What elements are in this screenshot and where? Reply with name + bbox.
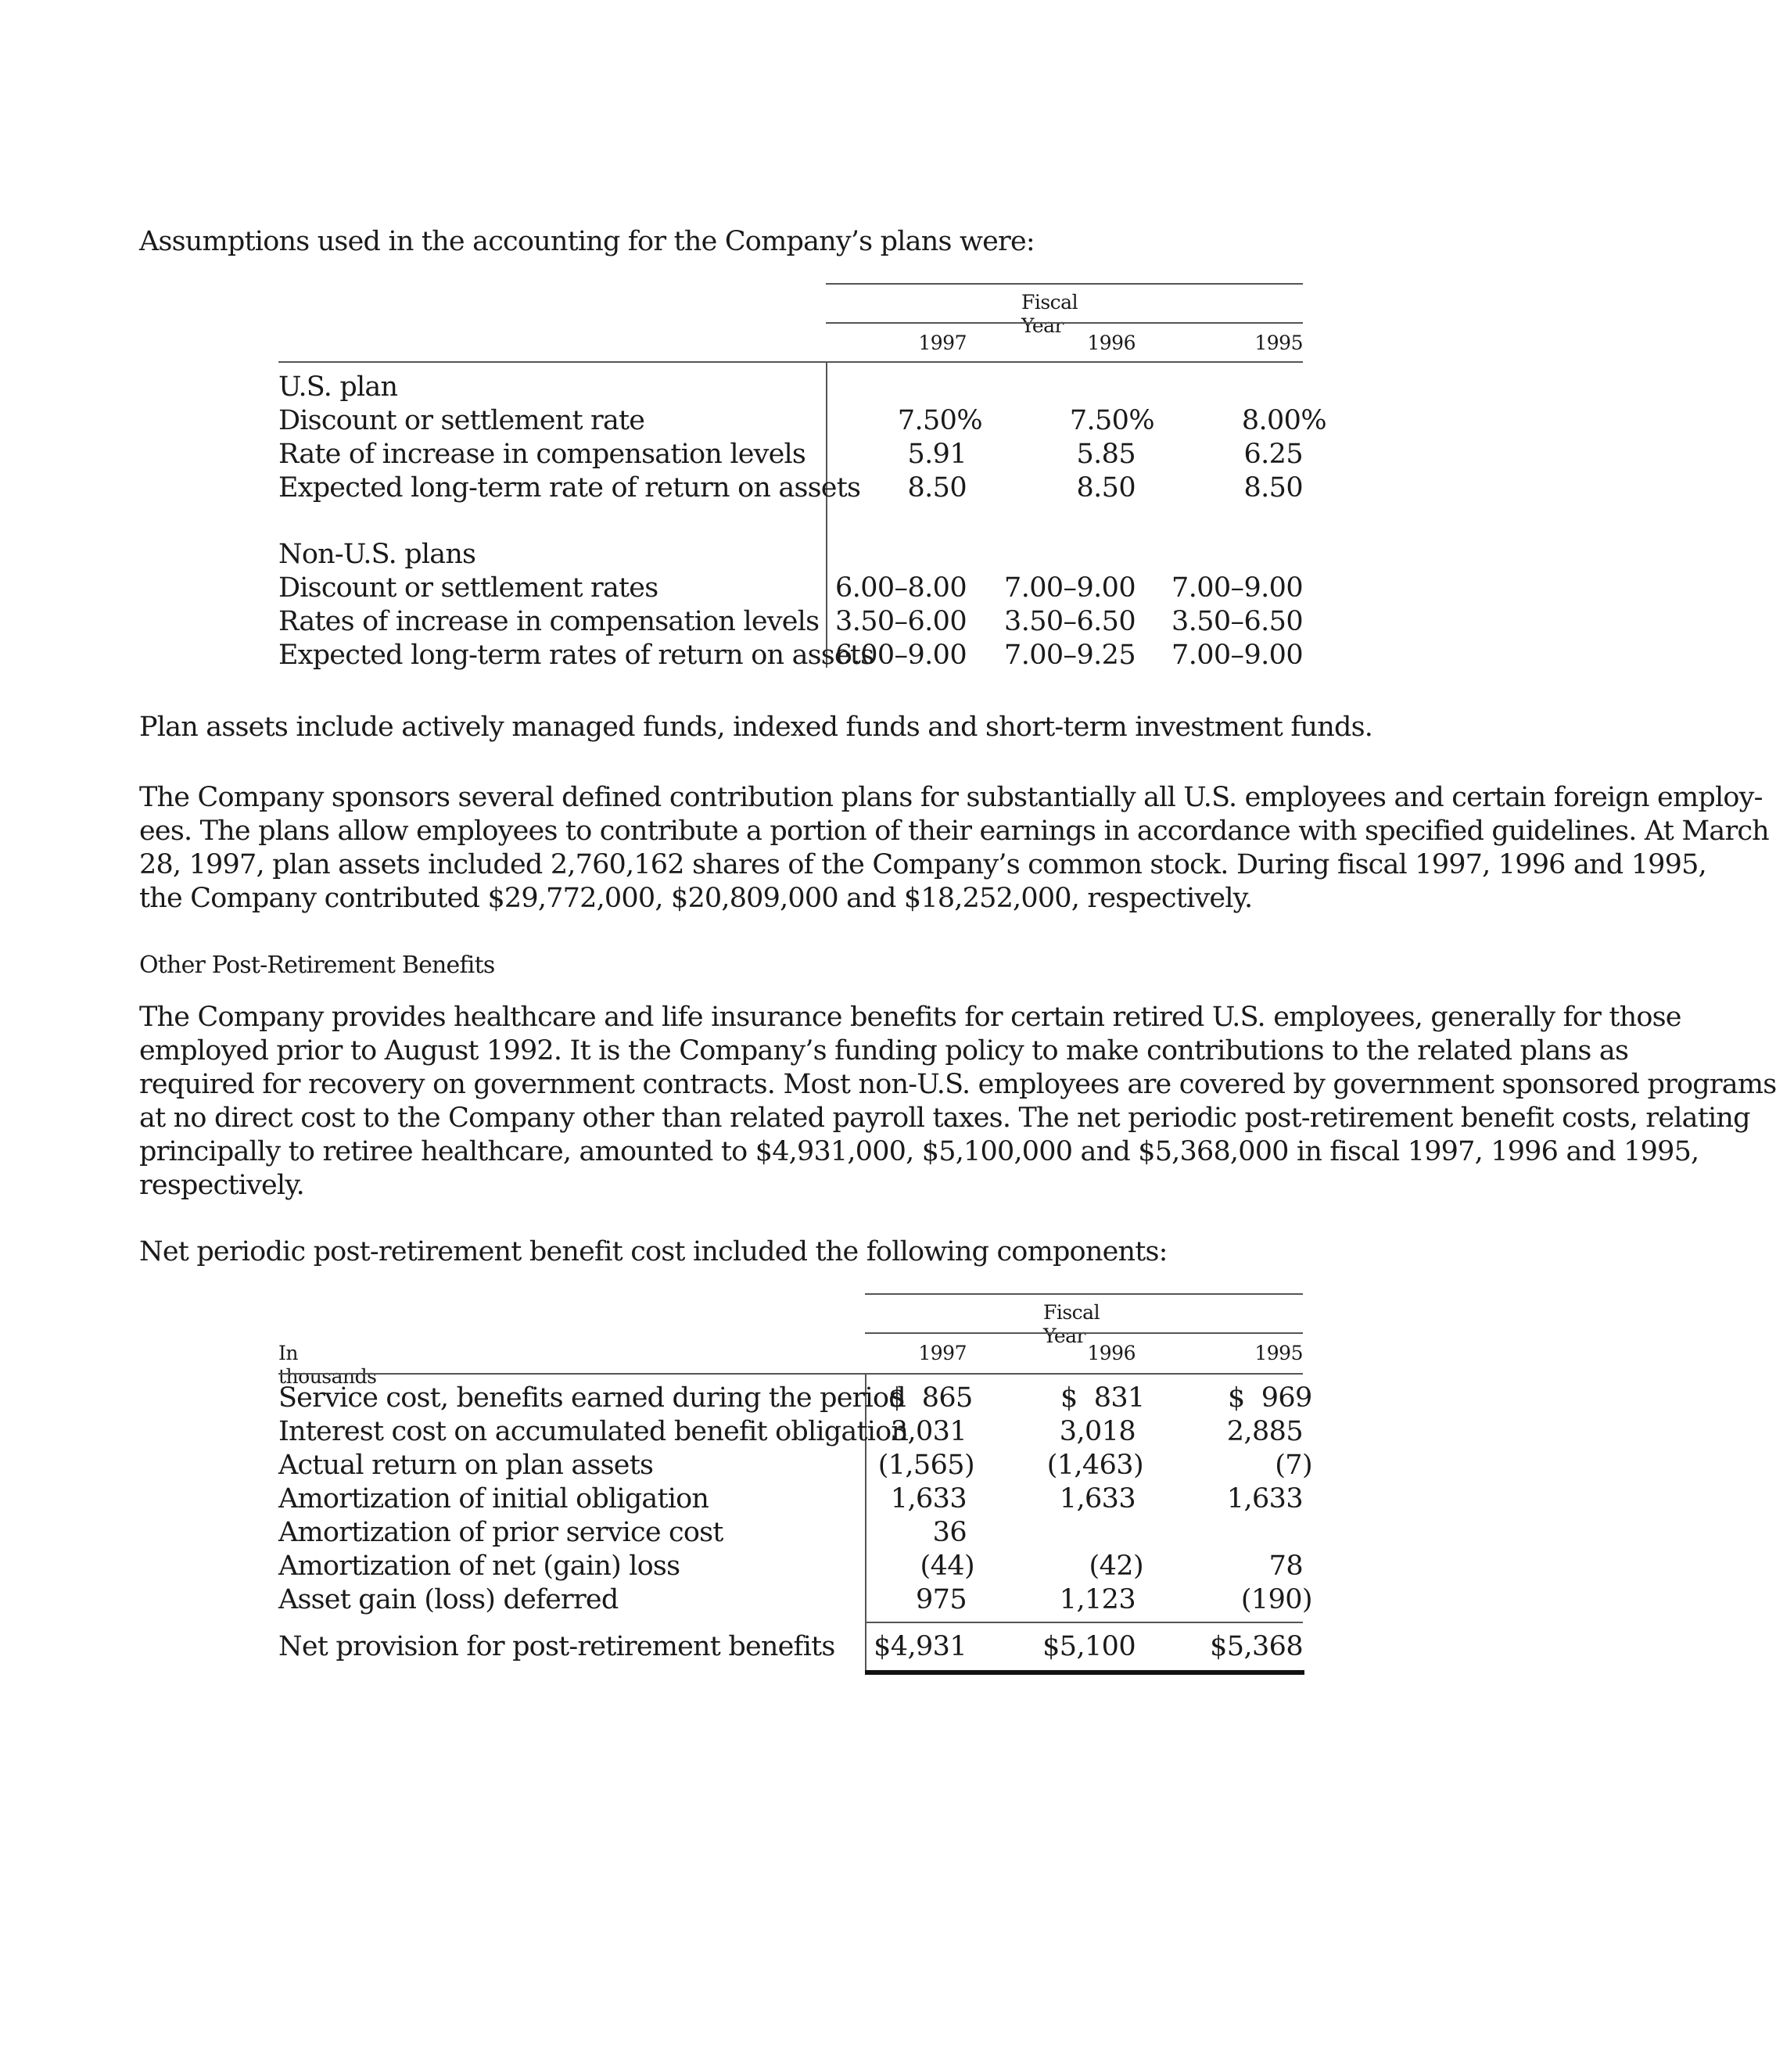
table-cell: 1,633	[1226, 1483, 1303, 1515]
row-label: Service cost, benefits earned during the period	[278, 1382, 906, 1414]
paragraph-line: required for recovery on government contracts. Most non-U.S. employees are covered by government sponsored programs	[139, 1069, 1776, 1100]
row-label: Actual return on plan assets	[278, 1450, 654, 1481]
fiscal-year-header: Fiscal Year	[1021, 291, 1078, 337]
table-cell: $ 831	[1060, 1382, 1145, 1414]
paragraph-line: the Company contributed $29,772,000, $20,809,000 and $18,252,000, respectively.	[139, 883, 1253, 914]
row-label: Expected long-term rate of return on assets	[278, 472, 861, 504]
total-row-label: Net provision for post-retirement benefits	[278, 1631, 835, 1662]
row-label: Rates of increase in compensation levels	[278, 606, 820, 637]
table-cell: (1,463)	[1046, 1450, 1143, 1481]
table-cell: 6.00–8.00	[835, 572, 967, 604]
table-rule	[826, 322, 1303, 324]
paragraph-line: 28, 1997, plan assets included 2,760,162 shares of the Company’s common stock. During fiscal 1997, 1996 and 1995,	[139, 849, 1706, 880]
table-cell: 7.50%	[1069, 405, 1154, 436]
paragraph-line: principally to retiree healthcare, amounted to $4,931,000, $5,100,000 and $5,368,000 in fiscal 1997, 1996 and 1995,	[139, 1136, 1699, 1167]
row-label: Amortization of net (gain) loss	[278, 1550, 680, 1582]
table-cell: (1,565)	[877, 1450, 974, 1481]
assumptions-intro: Assumptions used in the accounting for the Company’s plans were:	[139, 226, 1035, 257]
table-cell: 78	[1268, 1550, 1303, 1582]
row-label: Asset gain (loss) deferred	[278, 1584, 619, 1615]
units-label: In thousands	[278, 1342, 377, 1388]
row-label: Expected long-term rates of return on assets	[278, 640, 874, 671]
paragraph-line: at no direct cost to the Company other than related payroll taxes. The net periodic post-retirement benefit costs, relating	[139, 1102, 1750, 1134]
table-rule	[865, 1293, 1303, 1295]
table-cell: 3.50–6.50	[1171, 606, 1303, 637]
year-header-1997: 1997	[918, 332, 967, 354]
table-rule	[278, 1373, 1303, 1375]
table-cell: 3.50–6.00	[835, 606, 967, 637]
total-cell: $4,931	[874, 1631, 967, 1662]
table-cell: 8.50	[907, 472, 967, 504]
table-cell: 7.50%	[897, 405, 982, 436]
us-plan-title: U.S. plan	[278, 371, 398, 403]
table-rule	[278, 361, 1303, 363]
table-rule	[826, 283, 1303, 285]
table-cell: 1,633	[1059, 1483, 1136, 1515]
row-label: Amortization of prior service cost	[278, 1517, 723, 1548]
plan-assets-paragraph: Plan assets include actively managed funds, indexed funds and short-term investment funds.	[139, 712, 1373, 743]
table-cell: 7.00–9.00	[1171, 640, 1303, 671]
paragraph-line: The Company sponsors several defined contribution plans for substantially all U.S. employees and certain foreign employ-	[139, 782, 1763, 813]
table-cell: $ 865	[888, 1382, 973, 1414]
table-cell: 7.00–9.00	[1171, 572, 1303, 604]
table-cell: 1,633	[890, 1483, 967, 1515]
table-cell: 6.25	[1243, 439, 1303, 470]
table-cell: (190)	[1240, 1584, 1312, 1615]
table-cell: 975	[915, 1584, 967, 1615]
table-cell: 5.91	[907, 439, 967, 470]
table-cell: 7.00–9.00	[1004, 572, 1136, 604]
year-header-1996: 1996	[1087, 332, 1136, 354]
section-subheading: Other Post-Retirement Benefits	[139, 952, 495, 979]
table-cell: 3.50–6.50	[1004, 606, 1136, 637]
table-cell: 5.85	[1076, 439, 1136, 470]
subtotal-rule	[865, 1622, 1303, 1623]
year-header-1995: 1995	[1254, 1342, 1303, 1364]
row-label: Interest cost on accumulated benefit obligation	[278, 1416, 909, 1447]
table-cell: 36	[932, 1517, 967, 1548]
year-header-1996: 1996	[1087, 1342, 1136, 1364]
table-cell: (42)	[1089, 1550, 1143, 1582]
table-cell: (7)	[1275, 1450, 1312, 1481]
row-label: Discount or settlement rate	[278, 405, 645, 436]
table-cell: (44)	[920, 1550, 974, 1582]
year-header-1995: 1995	[1254, 332, 1303, 354]
row-label: Rate of increase in compensation levels	[278, 439, 806, 470]
row-label: Amortization of initial obligation	[278, 1483, 709, 1515]
table-cell: 3,031	[890, 1416, 967, 1447]
total-cell: $5,368	[1210, 1631, 1303, 1662]
table-cell: 3,018	[1059, 1416, 1136, 1447]
year-header-1997: 1997	[918, 1342, 967, 1364]
table-cell: $ 969	[1228, 1382, 1312, 1414]
paragraph-line: The Company provides healthcare and life insurance benefits for certain retired U.S. employees, generally for those	[139, 1002, 1681, 1033]
table-rule	[865, 1332, 1303, 1334]
paragraph-line: ees. The plans allow employees to contribute a portion of their earnings in accordance with specified guidelines. At March	[139, 816, 1769, 847]
row-label: Discount or settlement rates	[278, 572, 658, 604]
table-cell: 8.50	[1076, 472, 1136, 504]
paragraph-line: employed prior to August 1992. It is the Company’s funding policy to make contributions to the related plans as	[139, 1035, 1629, 1066]
total-cell: $5,100	[1042, 1631, 1136, 1662]
table-cell: 8.50	[1243, 472, 1303, 504]
table-cell: 8.00%	[1241, 405, 1326, 436]
total-double-rule	[865, 1670, 1304, 1675]
table-cell: 1,123	[1059, 1584, 1136, 1615]
paragraph-line: respectively.	[139, 1170, 304, 1201]
table-cell: 6.00–9.00	[835, 640, 967, 671]
non-us-plans-title: Non-U.S. plans	[278, 539, 476, 570]
table-cell: 7.00–9.25	[1004, 640, 1136, 671]
fiscal-year-header: Fiscal Year	[1043, 1301, 1100, 1347]
table-cell: 2,885	[1226, 1416, 1303, 1447]
components-intro: Net periodic post-retirement benefit cost included the following components:	[139, 1236, 1168, 1267]
